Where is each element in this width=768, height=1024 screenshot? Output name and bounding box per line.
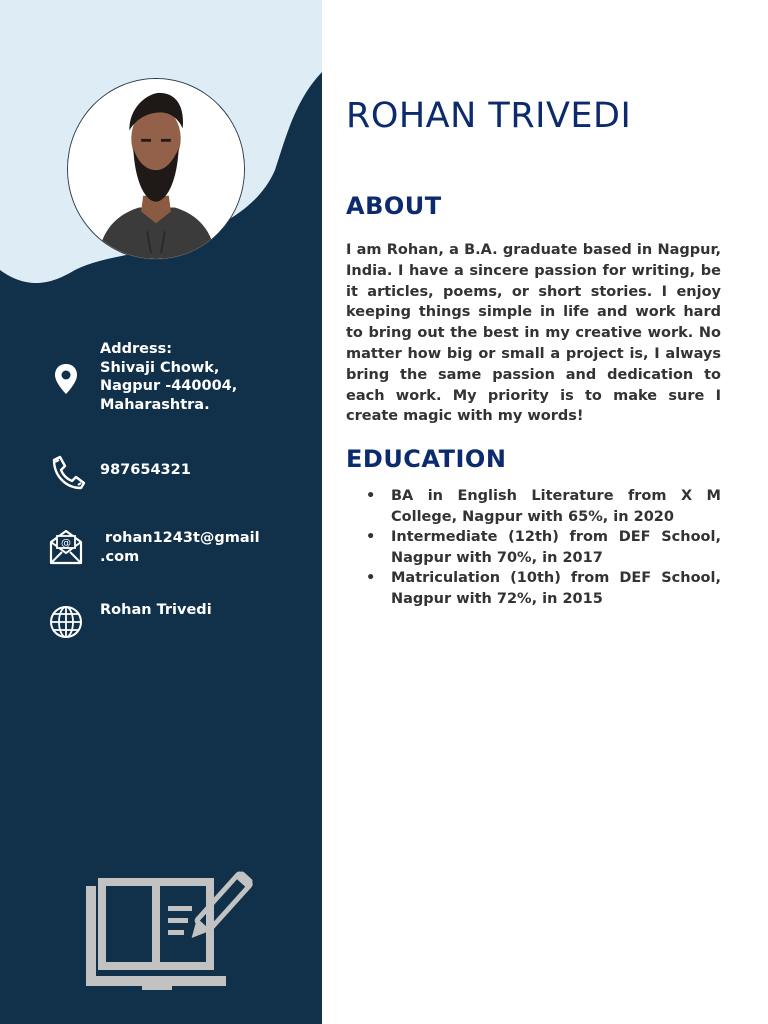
location-pin-icon bbox=[46, 358, 86, 398]
bullet-icon: • bbox=[366, 529, 376, 546]
email-line[interactable]: rohan1243t@gmail bbox=[100, 530, 260, 546]
email-line[interactable]: .com bbox=[100, 548, 140, 565]
education-list bbox=[346, 486, 721, 610]
address-label: Address: bbox=[100, 341, 173, 357]
svg-text:@: @ bbox=[61, 538, 71, 549]
phone-number[interactable]: 987654321 bbox=[100, 462, 191, 478]
person-portrait-icon bbox=[68, 79, 244, 259]
website-name[interactable]: Rohan Trivedi bbox=[100, 602, 212, 618]
education-heading: EDUCATION bbox=[346, 445, 507, 473]
about-text: I am Rohan, a B.A. graduate based in Nagpur, India. I have a sincere passion for writing, be it articles, poems, or short stories. I enjoy keeping things simple in life and work hard to bring out the best in my creative work. No matter how big or small a project is, I always bring the same passion and dedication to each work. My priority is to make sure I create magic with my words! bbox=[346, 242, 721, 425]
phone-icon bbox=[46, 452, 86, 492]
book-pencil-icon bbox=[84, 856, 266, 992]
education-item-text: BA in English Literature from X M College, Nagpur with 65%, in 2020 bbox=[391, 488, 721, 525]
education-item-text: Matriculation (10th) from DEF School, Nagpur with 72%, in 2015 bbox=[391, 570, 721, 607]
person-name: ROHAN TRIVEDI bbox=[346, 96, 632, 136]
address-line: Shivaji Chowk, bbox=[100, 359, 220, 376]
email-icon bbox=[46, 526, 86, 566]
address-line: Nagpur -440004, bbox=[100, 378, 238, 394]
list-item bbox=[346, 527, 721, 568]
list-item bbox=[346, 568, 721, 609]
list-item bbox=[346, 486, 721, 527]
bullet-icon: • bbox=[366, 488, 376, 504]
profile-photo bbox=[67, 78, 245, 260]
bullet-icon: • bbox=[366, 570, 376, 587]
sidebar bbox=[0, 0, 322, 1024]
address-line: Maharashtra. bbox=[100, 396, 210, 413]
globe-icon bbox=[46, 602, 86, 642]
education-item-text: Intermediate (12th) from DEF School, Nagpur with 70%, in 2017 bbox=[391, 529, 721, 566]
about-heading: ABOUT bbox=[346, 192, 442, 220]
